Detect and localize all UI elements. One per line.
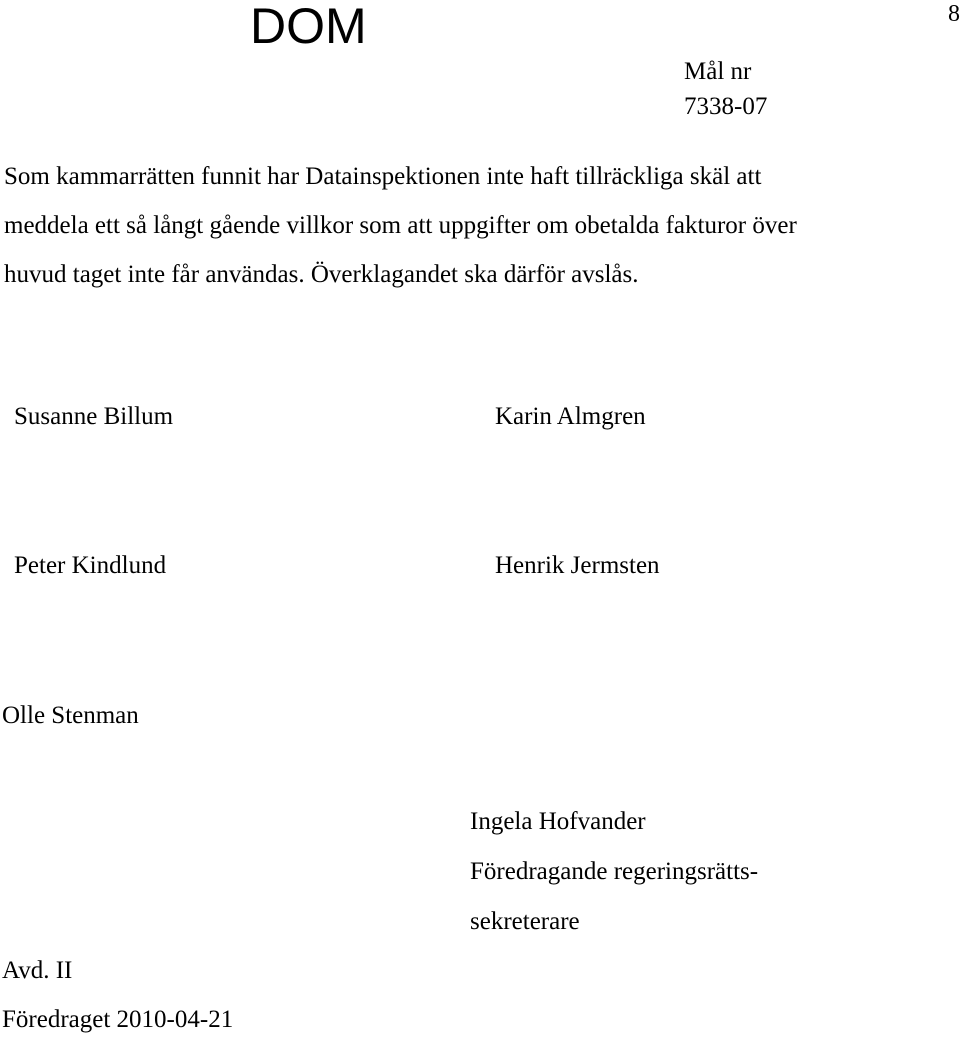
judgment-text: [4, 152, 934, 299]
rapporteur-block: [470, 797, 758, 947]
document-title: DOM: [250, 0, 367, 54]
judge-signature: Henrik Jermsten: [495, 552, 660, 579]
judgment-text-line: meddela ett så långt gående villkor som att uppgifter om obetalda fakturor över: [4, 212, 797, 239]
page-number: 8: [948, 1, 960, 27]
judgment-text-line: Som kammarrätten funnit har Datainspektionen inte haft tillräckliga skäl att: [4, 163, 762, 190]
division-label: Avd. II: [2, 957, 73, 984]
rapporteur-title: Föredragande regeringsrätts-: [470, 858, 759, 885]
case-number-label: Mål nr: [684, 58, 752, 85]
judge-signature: Karin Almgren: [495, 403, 646, 430]
case-number: 7338-07: [684, 93, 768, 120]
rapporteur-title-continued: sekreterare: [470, 908, 580, 935]
judge-signature: Peter Kindlund: [14, 552, 167, 579]
footer-block: [2, 946, 233, 1044]
judge-signature: Olle Stenman: [2, 702, 139, 729]
judgment-text-line: huvud taget inte får användas. Överklagandet ska därför avslås.: [4, 261, 639, 288]
judge-signature: Susanne Billum: [14, 403, 174, 430]
presented-date: Föredraget 2010-04-21: [2, 1006, 234, 1033]
rapporteur-name: Ingela Hofvander: [470, 808, 646, 835]
